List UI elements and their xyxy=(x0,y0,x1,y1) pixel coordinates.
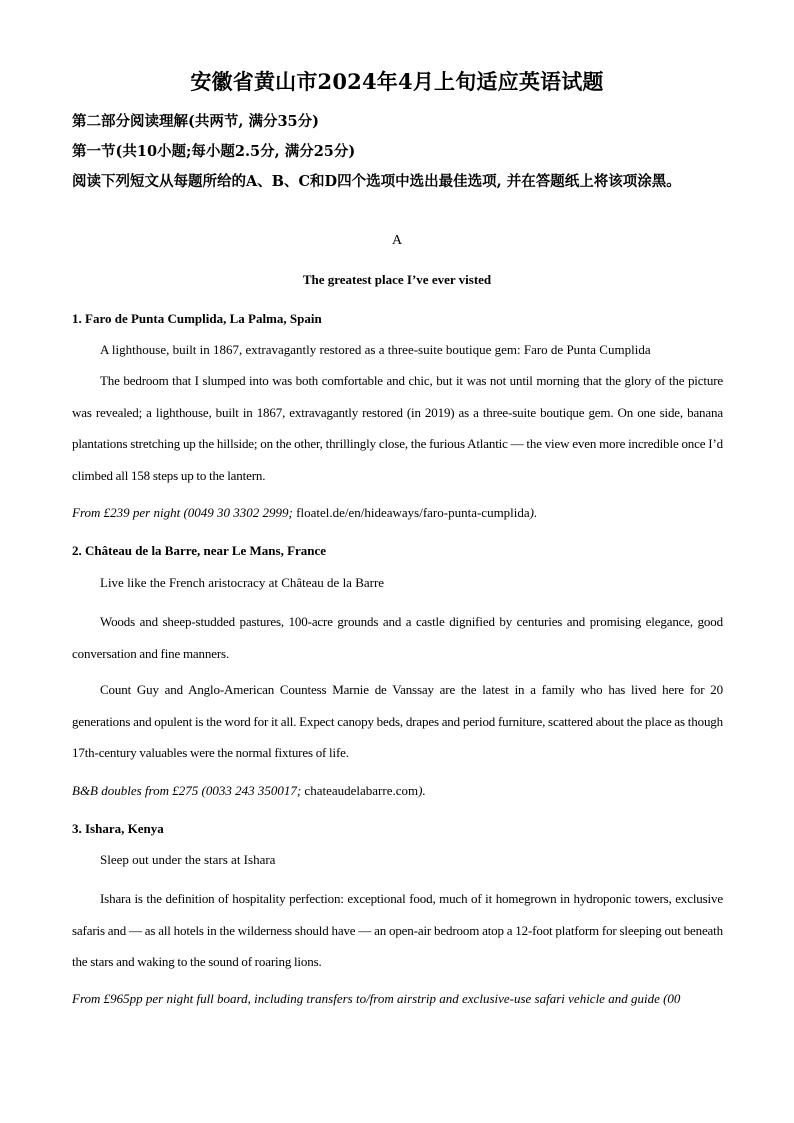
price-text: From £965pp per night full board, including transfers to/from airstrip and exclusive-use safari vehicle and guide (00 xyxy=(72,991,681,1006)
item-paragraph: Ishara is the definition of hospitality perfection: exceptional food, much of it homegrown in hydroponic towers, exclusive safaris and — as all hotels in the wilderness should have — an open-air bedroom atop a 12-foot platform for sleeping out beneath the stars and waking to the sound of roaring lions. xyxy=(72,891,723,969)
item-lead: A lighthouse, built in 1867, extravagantly restored as a three-suite boutique gem: Faro de Punta Cumplida xyxy=(100,342,651,357)
price-text: B&B doubles from £275 (0033 243 350017; xyxy=(72,783,305,798)
price-text: From £239 per night (0049 30 3302 2999; xyxy=(72,505,297,520)
item-heading: 3. Ishara, Kenya xyxy=(72,821,164,836)
item-paragraph: Woods and sheep-studded pastures, 100-acre grounds and a castle dignified by centuries and promising elegance, good conversation and fine manners. xyxy=(72,614,723,661)
price-close: ). xyxy=(418,783,426,798)
item-paragraph: The bedroom that I slumped into was both comfortable and chic, but it was not until morning that the glory of the picture was revealed; a lighthouse, built in 1867, extravagantly restored (in 2019) as a three-suite boutique gem. On one side, banana plantations stretching up the hillside; on the other, thrillingly close, the furious Atlantic — the view even more incredible once I’d climbed all 158 steps up to the lantern. xyxy=(72,373,723,483)
section-heading: 第一节(共10小题;每小题2.5分, 满分25分) xyxy=(72,143,356,160)
passage-subtitle: The greatest place I’ve ever visted xyxy=(302,272,492,287)
price-website: floatel.de/en/hideaways/faro-punta-cumplida xyxy=(296,505,530,520)
item-price xyxy=(72,991,732,1007)
instruction-text: 阅读下列短文从每题所给的A、B、C和D四个选项中选出最佳选项, 并在答题纸上将该项涂黑。 xyxy=(72,173,681,190)
item-lead: Sleep out under the stars at Ishara xyxy=(100,852,276,867)
price-close: ). xyxy=(529,505,538,520)
exam-title: 安徽省黄山市2024年4月上旬适应英语试题 xyxy=(190,69,604,94)
item-price xyxy=(72,783,732,799)
price-website: chateaudelabarre.com xyxy=(304,783,419,798)
part-heading: 第二部分阅读理解(共两节, 满分35分) xyxy=(72,113,319,130)
item-heading: 1. Faro de Punta Cumplida, La Palma, Spain xyxy=(72,311,322,326)
item-paragraph: Count Guy and Anglo-American Countess Marnie de Vanssay are the latest in a family who has lived here for 20 generations and opulent is the word for it all. Expect canopy beds, drapes and period furniture, scattered about the place as though 17th-century valuables were the normal fixtures of life. xyxy=(72,682,723,760)
passage-label: A xyxy=(391,233,403,248)
item-lead: Live like the French aristocracy at Château de la Barre xyxy=(100,575,385,590)
item-heading: 2. Château de la Barre, near Le Mans, France xyxy=(72,543,327,558)
item-price xyxy=(72,505,732,521)
